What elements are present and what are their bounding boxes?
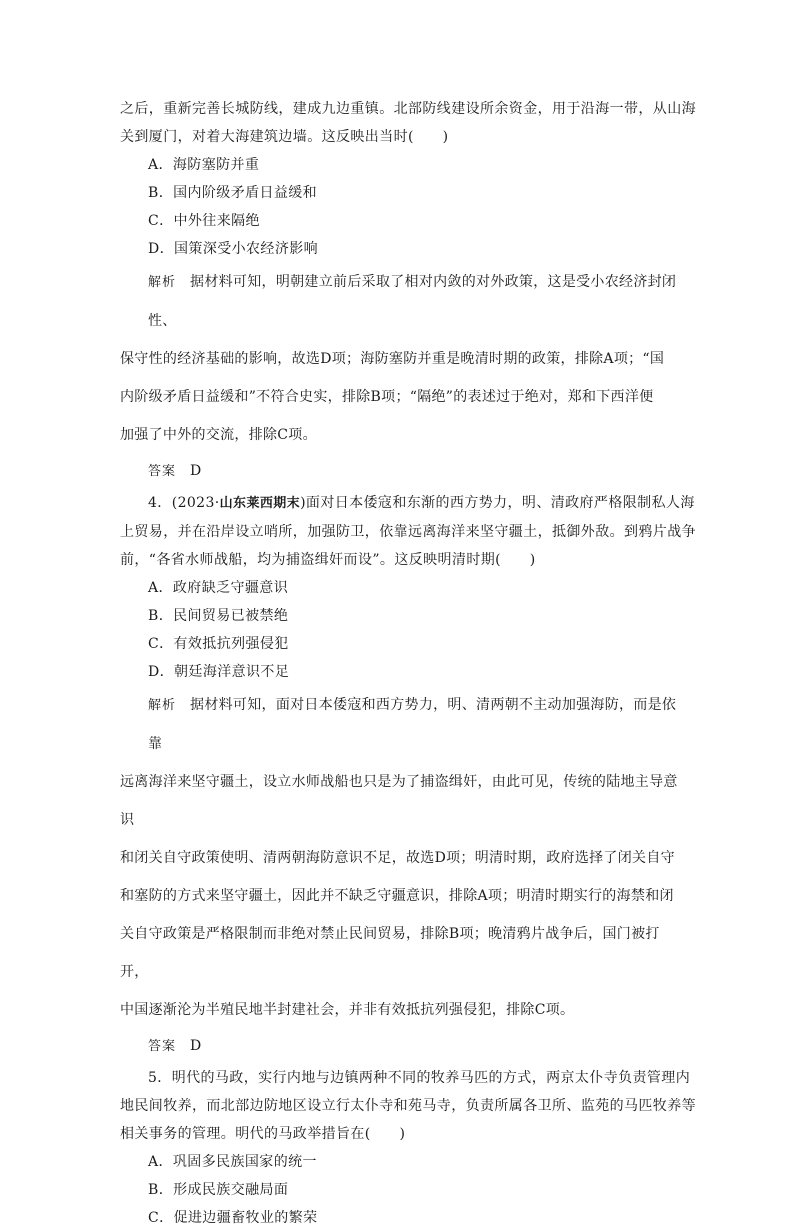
q4-source: 山东莱西期末	[219, 496, 301, 511]
q4-stem-line-1-text: )面对日本倭寇和东渐的西方势力，明、清政府严格限制私人海	[300, 495, 695, 511]
document-content	[120, 95, 696, 1232]
q4-stem-line-2: 上贸易，并在沿岸设立哨所，加强防卫，依靠远离海洋来坚守疆土，抵御外敌。到鸦片战争	[120, 524, 696, 540]
question-4	[120, 489, 696, 1062]
q3-answer-label: 答案	[148, 464, 177, 479]
q3-stem-line-2: 关到厦门，对着大海建筑边墙。这反映出当时( )	[120, 129, 449, 145]
q3-answer-value: D	[190, 463, 202, 479]
q4-explanation-line-1	[120, 686, 680, 763]
q4-explanation-line-5: 关自守政策是严格限制而非绝对禁止民间贸易，排除B项；晚清鸦片战争后，国门被打开，	[120, 926, 660, 980]
q3-answer	[120, 456, 680, 487]
q5-option-b: B．形成民族交融局面	[148, 1182, 289, 1198]
q4-explanation-line-3: 和闭关自守政策使明、清两朝海防意识不足，故选D项；明清时期，政府选择了闭关自守	[120, 850, 675, 866]
q3-explanation-text-1: 据材料可知，明朝建立前后采取了相对内敛的对外政策，这是受小农经济封闭性、	[148, 274, 677, 329]
q4-option-d: D．朝廷海洋意识不足	[148, 664, 290, 680]
q4-number: 4．(2023·	[148, 495, 220, 511]
q5-option-c: C．促进边疆畜牧业的繁荣	[148, 1210, 318, 1226]
q4-stem-line-1	[120, 489, 695, 518]
question-3	[120, 95, 696, 487]
q3-explanation-line-3: 内阶级矛盾日益缓和”不符合史实，排除B项；“隔绝”的表述过于绝对，郑和下西洋便	[120, 389, 654, 405]
q4-answer	[120, 1031, 680, 1062]
q5-stem-line-1: 5．明代的马政，实行内地与边镇两种不同的牧养马匹的方式，两京太仆寺负责管理内	[148, 1070, 691, 1086]
q3-explanation-line-4: 加强了中外的交流，排除C项。	[120, 427, 317, 443]
question-5	[120, 1064, 696, 1232]
q3-stem-line-1: 之后，重新完善长城防线，建成九边重镇。北部防线建设所余资金，用于沿海一带，从山海	[120, 101, 696, 117]
q3-explanation-label: 解析	[148, 275, 177, 290]
q3-option-d: D．国策深受小农经济影响	[148, 241, 319, 257]
q4-answer-label: 答案	[148, 1039, 177, 1054]
q4-answer-value: D	[190, 1038, 202, 1054]
q4-stem-line-3: 前，“各省水师战船，均为捕盗缉奸而设”。这反映明清时期( )	[120, 552, 536, 568]
q5-option-a: A．巩固多民族国家的统一	[148, 1154, 317, 1170]
q3-option-b: B．国内阶级矛盾日益缓和	[148, 185, 318, 201]
q4-explanation	[120, 686, 680, 1029]
q5-stem-line-2: 地民间牧养，而北部边防地区设立行太仆寺和苑马寺，负责所属各卫所、监苑的马匹牧养等	[120, 1098, 696, 1114]
q3-option-c: C．中外往来隔绝	[148, 213, 260, 229]
q4-explanation-line-4: 和塞防的方式来坚守疆土，因此并不缺乏守疆意识，排除A项；明清时期实行的海禁和闭	[120, 888, 674, 904]
q3-explanation-line-1	[120, 263, 680, 340]
q3-option-a: A．海防塞防并重	[148, 157, 260, 173]
q4-option-a: A．政府缺乏守疆意识	[148, 580, 289, 596]
q4-explanation-line-6: 中国逐渐沦为半殖民地半封建社会，并非有效抵抗列强侵犯，排除C项。	[120, 1002, 575, 1018]
q4-explanation-label: 解析	[148, 698, 177, 713]
q3-explanation-line-2: 保守性的经济基础的影响，故选D项；海防塞防并重是晚清时期的政策，排除A项；“国	[120, 351, 665, 367]
q4-explanation-line-2: 远离海洋来坚守疆土，设立水师战船也只是为了捕盗缉奸，由此可见，传统的陆地主导意识	[120, 774, 678, 828]
q4-explanation-text-1: 据材料可知，面对日本倭寇和西方势力，明、清两朝不主动加强海防，而是依靠	[148, 697, 677, 752]
q3-explanation	[120, 263, 680, 454]
q4-option-c: C．有效抵抗列强侵犯	[148, 636, 289, 652]
q4-option-b: B．民间贸易已被禁绝	[148, 608, 289, 624]
q5-stem-line-3: 相关事务的管理。明代的马政举措旨在( )	[120, 1126, 406, 1142]
